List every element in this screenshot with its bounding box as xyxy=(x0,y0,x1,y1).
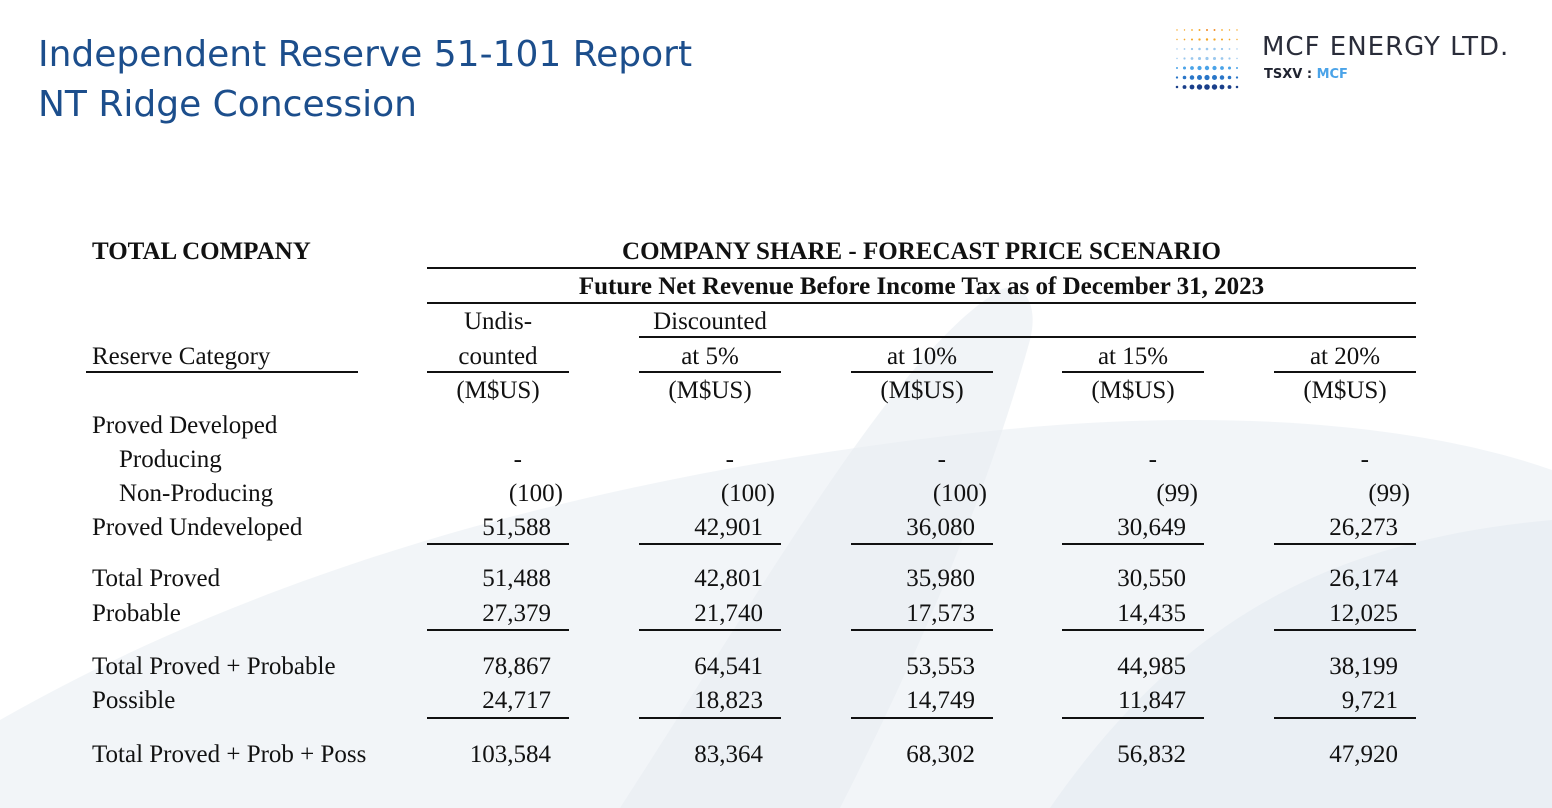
logo-company-name: MCF ENERGY LTD. xyxy=(1262,32,1510,62)
rule-subtotal-2 xyxy=(1274,629,1416,631)
cell-value: 30,649 xyxy=(1117,514,1186,541)
row-label-total-proved: Total Proved xyxy=(92,565,221,592)
rule-subtotal-1 xyxy=(639,543,781,545)
cell-value: 27,379 xyxy=(482,600,551,627)
cell-value: 68,302 xyxy=(906,741,975,768)
cell-value: (99) xyxy=(1156,480,1198,507)
cell-value: - xyxy=(1360,446,1369,473)
cell-value: 53,553 xyxy=(906,653,975,680)
page-title-line1: Independent Reserve 51-101 Report xyxy=(38,34,693,75)
cell-value: 17,573 xyxy=(906,600,975,627)
rule-subtotal-3 xyxy=(851,717,993,719)
cell-value: 35,980 xyxy=(906,565,975,592)
cell-value: 26,273 xyxy=(1329,514,1398,541)
cell-value: 18,823 xyxy=(694,687,763,714)
rule-col-3 xyxy=(851,371,993,373)
rule-subtotal-1 xyxy=(1062,543,1204,545)
cell-value: 36,080 xyxy=(906,514,975,541)
rule-discounted xyxy=(639,336,1416,338)
cell-value: 30,550 xyxy=(1117,565,1186,592)
cell-value: 14,749 xyxy=(906,687,975,714)
cell-value: 42,901 xyxy=(694,514,763,541)
cell-value: 24,717 xyxy=(482,687,551,714)
rule-subtotal-3 xyxy=(1274,717,1416,719)
cell-value: 51,588 xyxy=(482,514,551,541)
rule-subtotal-3 xyxy=(427,717,569,719)
cell-value: 47,920 xyxy=(1329,741,1398,768)
rule-subtotal-3 xyxy=(1062,717,1204,719)
cell-value: 42,801 xyxy=(694,565,763,592)
row-label-total-proved-prob-poss: Total Proved + Prob + Poss xyxy=(92,741,367,768)
rule-subtotal-1 xyxy=(851,543,993,545)
rule-banner-bottom xyxy=(427,302,1416,304)
rule-col-1 xyxy=(427,371,569,373)
banner-title: COMPANY SHARE - FORECAST PRICE SCENARIO xyxy=(622,238,1221,265)
discounted-header: Discounted xyxy=(653,308,767,335)
unit-col-5: (M$US) xyxy=(1303,377,1387,404)
category-header: Reserve Category xyxy=(92,343,271,370)
cell-value: 56,832 xyxy=(1117,741,1186,768)
row-label-possible: Possible xyxy=(92,687,176,714)
rate-5-header: at 5% xyxy=(681,343,739,370)
cell-value: 44,985 xyxy=(1117,653,1186,680)
unit-col-1: (M$US) xyxy=(456,377,540,404)
row-label-probable: Probable xyxy=(92,600,181,627)
cell-value: (100) xyxy=(720,480,775,507)
rule-banner-top xyxy=(427,267,1416,269)
rate-15-header: at 15% xyxy=(1097,343,1169,370)
rule-subtotal-2 xyxy=(1062,629,1204,631)
page-title-line2: NT Ridge Concession xyxy=(38,84,417,125)
cell-value: 14,435 xyxy=(1117,600,1186,627)
cell-value: - xyxy=(725,446,734,473)
unit-col-2: (M$US) xyxy=(668,377,752,404)
cell-value: 26,174 xyxy=(1329,565,1398,592)
cell-value: - xyxy=(513,446,522,473)
row-label-total-proved-probable: Total Proved + Probable xyxy=(92,653,336,680)
undisc-header-line2: counted xyxy=(458,343,538,370)
unit-col-3: (M$US) xyxy=(880,377,964,404)
unit-col-4: (M$US) xyxy=(1091,377,1175,404)
section-label: TOTAL COMPANY xyxy=(92,238,311,265)
cell-value: 51,488 xyxy=(482,565,551,592)
ticker-exchange: TSXV : xyxy=(1264,67,1313,82)
cell-value: (100) xyxy=(932,480,987,507)
rule-subtotal-3 xyxy=(639,717,781,719)
cell-value: - xyxy=(937,446,946,473)
rate-10-header: at 10% xyxy=(886,343,958,370)
row-label-non-producing: Non-Producing xyxy=(119,480,274,507)
cell-value: (100) xyxy=(508,480,563,507)
rule-subtotal-1 xyxy=(427,543,569,545)
rule-col-4 xyxy=(1062,371,1204,373)
rule-subtotal-2 xyxy=(639,629,781,631)
banner-subtitle: Future Net Revenue Before Income Tax as of December 31, 2023 xyxy=(578,273,1265,300)
cell-value: 21,740 xyxy=(694,600,763,627)
rule-category xyxy=(86,371,358,373)
row-label-proved-undeveloped: Proved Undeveloped xyxy=(92,514,303,541)
cell-value: 78,867 xyxy=(482,653,551,680)
rule-col-2 xyxy=(639,371,781,373)
rule-col-5 xyxy=(1274,371,1416,373)
cell-value: 38,199 xyxy=(1329,653,1398,680)
cell-value: 83,364 xyxy=(694,741,763,768)
cell-value: (99) xyxy=(1368,480,1410,507)
row-label-producing: Producing xyxy=(119,446,222,473)
row-label-proved-developed: Proved Developed xyxy=(92,412,278,439)
cell-value: 64,541 xyxy=(694,653,763,680)
rule-subtotal-1 xyxy=(1274,543,1416,545)
undisc-header-line1: Undis- xyxy=(463,308,533,335)
rule-subtotal-2 xyxy=(851,629,993,631)
ticker-code: MCF xyxy=(1316,67,1348,82)
cell-value: 9,721 xyxy=(1341,687,1398,714)
cell-value: 103,584 xyxy=(469,741,551,768)
rule-subtotal-2 xyxy=(427,629,569,631)
cell-value: 12,025 xyxy=(1329,600,1398,627)
rate-20-header: at 20% xyxy=(1309,343,1381,370)
cell-value: - xyxy=(1148,446,1157,473)
cell-value: 11,847 xyxy=(1118,687,1186,714)
